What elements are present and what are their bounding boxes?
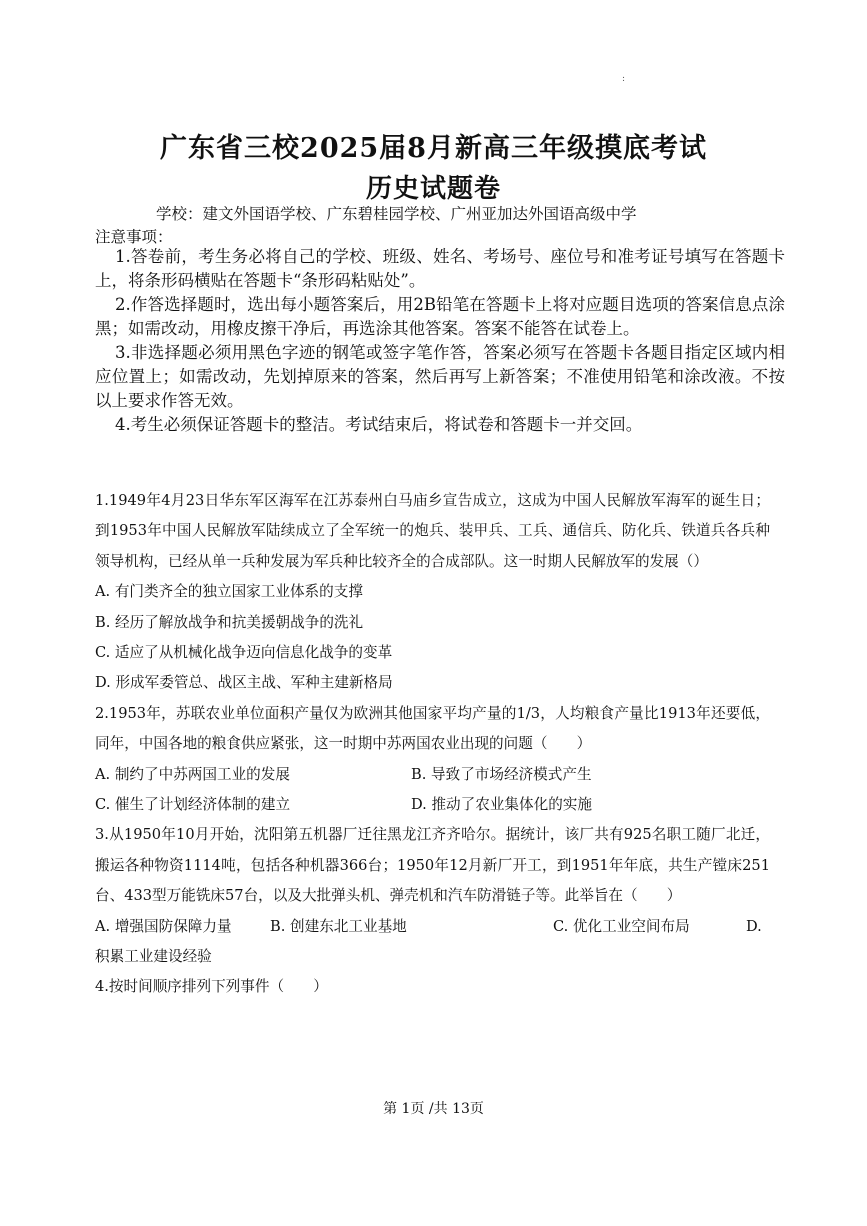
note-item: 4.考生必须保证答题卡的整洁。考试结束后，将试卷和答题卡一并交回。 [115, 415, 643, 434]
question-2-options-row-1 [95, 760, 770, 790]
notes-heading: 注意事项： [95, 228, 173, 246]
question-2-options-row-2 [95, 790, 770, 820]
question-2-stem: 2.1953年，苏联农业单位面积产量仅为欧洲其他国家平均产量的1/3，人均粮食产量比1913年还要低，同年，中国各地的粮食供应紧张，这一时期中苏两国农业出现的问题（ ） [95, 704, 770, 753]
exam-title: 广东省三校2025届8月新高三年级摸底考试 [160, 133, 707, 164]
question-2-option-b: B. 导致了市场经济模式产生 [411, 765, 592, 783]
page-footer: 第 1页 /共 13页 [383, 1101, 484, 1117]
note-item: 3.非选择题必须用黑色字迹的钢笔或签字笔作答，答案必须写在答题卡各题目指定区域内相应位置上；如需改动，先划掉原来的答案，然后再写上新答案；不准使用铅笔和涂改液。不按以上要求作答无效。 [95, 343, 785, 410]
question-2-option-c: C. 催生了计划经济体制的建立 [95, 796, 291, 814]
question-3-option-a: A. 增强国防保障力量 [95, 917, 232, 935]
question-3-option-c: C. 优化工业空间布局 [553, 917, 690, 935]
question-1-option-d: D. 形成军委管总、战区主战、军种主建新格局 [95, 674, 393, 692]
question-2-option-d: D. 推动了农业集体化的实施 [411, 796, 592, 814]
question-3-stem: 3.从1950年10月开始，沈阳第五机器厂迁往黑龙江齐齐哈尔。据统计，该厂共有925名职工随厂北迁，搬运各种物资1114吨，包括各种机器366台；1950年12月新厂开工，到1951年年底，共生产镗床251台、433型万能铣床57台，以及大批弹头机、弹壳机和汽车防滑链子等。此举旨在（ ） [95, 826, 770, 905]
questions-section [95, 486, 770, 1003]
question-3-option-b: B. 创建东北工业基地 [270, 917, 407, 935]
question-1-stem: 1.1949年4月23日华东军区海军在江苏泰州白马庙乡宣告成立，这成为中国人民解放军海军的诞生日；到1953年中国人民解放军陆续成立了全军统一的炮兵、装甲兵、工兵、通信兵、防化兵、铁道兵各兵种领导机构，已经从单一兵种发展为军兵种比较齐全的合成部队。这一时期人民解放军的发展（） [95, 492, 770, 570]
exam-subtitle: 历史试题卷 [365, 174, 501, 204]
question-1-option-c: C. 适应了从机械化战争迈向信息化战争的变革 [95, 644, 393, 662]
notes-section [95, 245, 785, 437]
school-list: 学校：建文外国语学校、广东碧桂园学校、广州亚加达外国语高级中学 [156, 205, 637, 223]
note-item: 1.答卷前，考生务必将自己的学校、班级、姓名、考场号、座位号和准考证号填写在答题卡上，将条形码横贴在答题卡“条形码粘贴处”。 [95, 247, 785, 290]
question-1-option-a: A. 有门类齐全的独立国家工业体系的支撑 [95, 583, 363, 601]
question-1-option-b: B. 经历了解放战争和抗美援朝战争的洗礼 [95, 613, 364, 631]
question-2-option-a: A. 制约了中苏两国工业的发展 [95, 765, 290, 783]
question-3-option-d-text: 积累工业建设经验 [95, 948, 212, 966]
question-3-option-d: D. [746, 917, 762, 935]
question-4-stem: 4.按时间顺序排列下列事件（ ） [95, 978, 328, 996]
question-3-options-row [95, 912, 770, 942]
scan-mark: : [622, 74, 626, 84]
note-item: 2.作答选择题时，选出每小题答案后，用2B铅笔在答题卡上将对应题目选项的答案信息点涂黑；如需改动，用橡皮擦干净后，再选涂其他答案。答案不能答在试卷上。 [95, 295, 785, 338]
